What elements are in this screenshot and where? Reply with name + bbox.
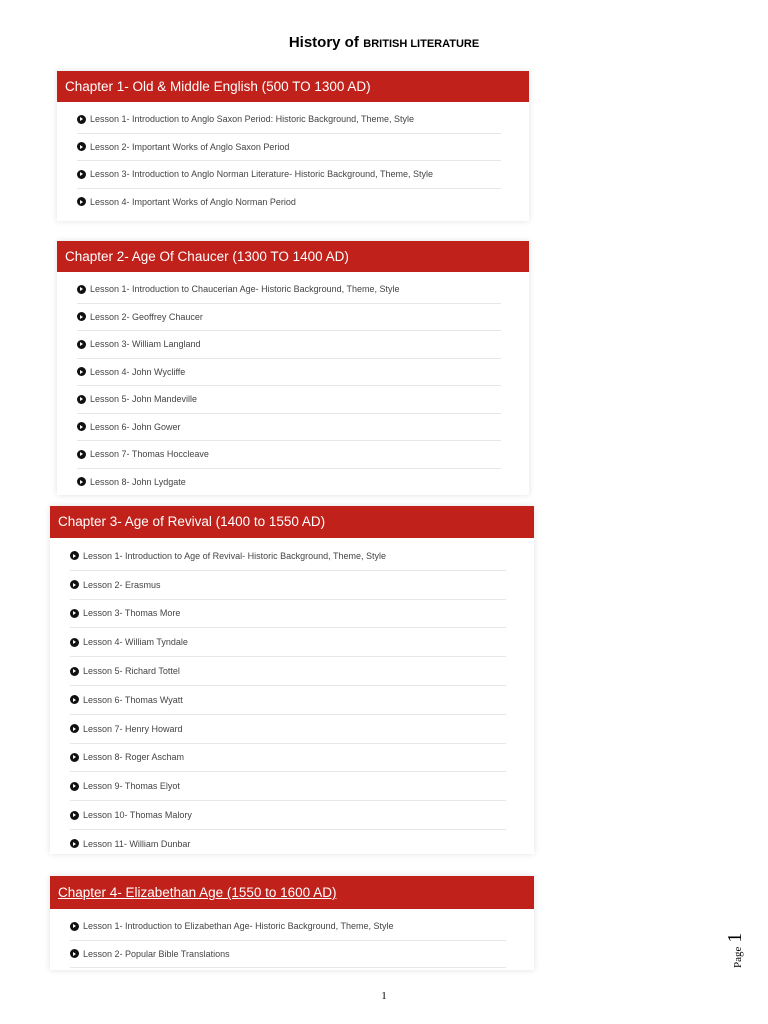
lesson-label: Lesson 11- William Dunbar [83,838,191,849]
lesson-item[interactable] [77,161,501,189]
lesson-label: Lesson 1- Introduction to Anglo Saxon Period: Historic Background, Theme, Style [90,114,415,125]
lesson-label: Lesson 8- Roger Ascham [83,752,185,763]
circle-arrow-icon [77,285,86,294]
circle-arrow-icon [77,395,86,404]
circle-arrow-icon [70,580,79,589]
lesson-item[interactable] [70,600,506,629]
lesson-item[interactable] [70,772,506,801]
lesson-item[interactable] [77,386,501,414]
page-word: Page [732,946,744,968]
circle-arrow-icon [77,422,86,431]
lesson-label: Lesson 1- Introduction to Elizabethan Age- Historic Background, Theme, Style [83,921,394,932]
lesson-label: Lesson 3- Introduction to Anglo Norman Literature- Historic Background, Theme, Style [90,169,434,180]
lesson-label: Lesson 1- Introduction to Chaucerian Age- Historic Background, Theme, Style [90,284,400,295]
circle-arrow-icon [77,142,86,151]
circle-arrow-icon [70,753,79,762]
lesson-item[interactable] [70,657,506,686]
lesson-item[interactable] [77,331,501,359]
circle-arrow-icon [70,811,79,820]
lesson-label: Lesson 7- Henry Howard [83,723,183,734]
lesson-label: Lesson 3- Thomas More [83,608,181,619]
lesson-item[interactable] [70,715,506,744]
circle-arrow-icon [70,839,79,848]
lesson-item[interactable] [70,571,506,600]
circle-arrow-icon [70,782,79,791]
page-number-side [724,928,744,968]
lesson-label: Lesson 2- Erasmus [83,579,161,590]
lesson-item[interactable] [70,628,506,657]
chapter-1-lesson-list [57,102,529,217]
lesson-label: Lesson 4- John Wycliffe [90,366,186,377]
chapter-2-card [57,241,529,495]
circle-arrow-icon [77,170,86,179]
lesson-item[interactable] [70,542,506,571]
chapter-4-card [50,876,534,970]
chapter-3-lesson-list [50,538,534,860]
lesson-label: Lesson 2- Important Works of Anglo Saxon Period [90,141,290,152]
lesson-label: Lesson 8- John Lydgate [90,476,186,487]
circle-arrow-icon [77,367,86,376]
lesson-item[interactable] [70,801,506,830]
lesson-label: Lesson 10- Thomas Malory [83,810,192,821]
lesson-item[interactable] [77,441,501,469]
lesson-item[interactable] [77,276,501,304]
circle-arrow-icon [70,638,79,647]
chapter-4-heading[interactable]: Chapter 4- Elizabethan Age (1550 to 1600 AD) [50,876,534,909]
circle-arrow-icon [70,695,79,704]
lesson-item[interactable] [77,189,501,216]
circle-arrow-icon [77,340,86,349]
circle-arrow-icon [70,609,79,618]
lesson-label: Lesson 2- Popular Bible Translations [83,948,230,959]
chapter-2-heading[interactable]: Chapter 2- Age Of Chaucer (1300 TO 1400 AD) [57,241,529,272]
lesson-item[interactable] [77,469,501,496]
page-number: 1 [724,932,746,943]
title-sub: BRITISH LITERATURE [363,38,480,50]
lesson-item[interactable] [70,744,506,773]
page-footer-number: 1 [381,990,387,1002]
lesson-label: Lesson 7- Thomas Hoccleave [90,449,209,460]
lesson-label: Lesson 6- John Gower [90,421,181,432]
lesson-item[interactable] [77,414,501,442]
lesson-item[interactable] [70,941,506,969]
lesson-label: Lesson 1- Introduction to Age of Revival- Historic Background, Theme, Style [83,550,386,561]
circle-arrow-icon [77,115,86,124]
circle-arrow-icon [70,667,79,676]
lesson-label: Lesson 3- William Langland [90,339,201,350]
circle-arrow-icon [70,724,79,733]
circle-arrow-icon [77,197,86,206]
lesson-item[interactable] [70,830,506,858]
lesson-item[interactable] [70,686,506,715]
lesson-label: Lesson 9- Thomas Elyot [83,781,180,792]
lesson-label: Lesson 6- Thomas Wyatt [83,694,183,705]
circle-arrow-icon [70,949,79,958]
circle-arrow-icon [70,551,79,560]
chapter-1-card [57,71,529,221]
chapter-4-lesson-list [50,909,534,970]
lesson-item[interactable] [77,106,501,134]
lesson-label: Lesson 5- Richard Tottel [83,666,180,677]
circle-arrow-icon [77,477,86,486]
page-title [0,34,768,52]
lesson-label: Lesson 4- Important Works of Anglo Norman Period [90,196,296,207]
chapter-3-card [50,506,534,854]
circle-arrow-icon [77,312,86,321]
lesson-item[interactable] [77,359,501,387]
circle-arrow-icon [70,922,79,931]
lesson-item[interactable] [70,913,506,941]
lesson-label: Lesson 2- Geoffrey Chaucer [90,311,203,322]
title-main: History of [288,34,359,51]
lesson-item[interactable] [77,304,501,332]
lesson-item[interactable] [77,134,501,162]
chapter-1-heading[interactable]: Chapter 1- Old & Middle English (500 TO 1300 AD) [57,71,529,102]
circle-arrow-icon [77,450,86,459]
chapter-3-heading[interactable]: Chapter 3- Age of Revival (1400 to 1550 AD) [50,506,534,538]
chapter-2-lesson-list [57,272,529,497]
lesson-label: Lesson 5- John Mandeville [90,394,198,405]
lesson-label: Lesson 4- William Tyndale [83,637,188,648]
